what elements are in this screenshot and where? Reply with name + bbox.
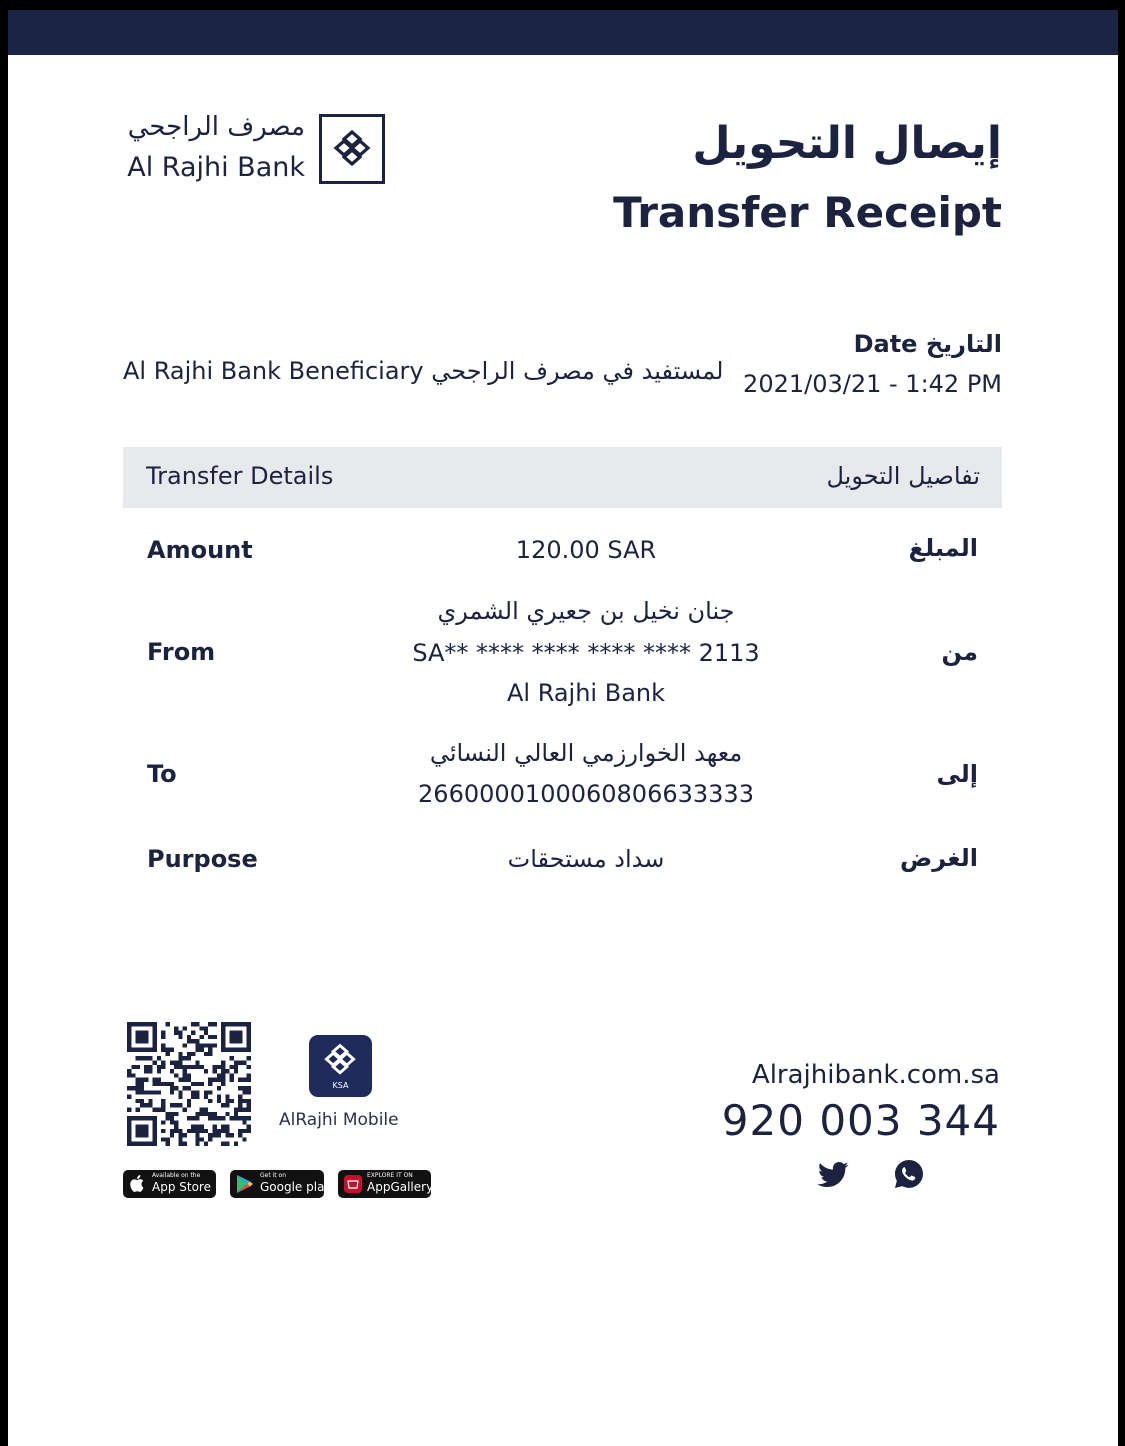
bank-logo <box>123 112 385 184</box>
to-account: 2660000100060806633333 <box>418 780 754 808</box>
google-play-icon <box>237 1175 253 1193</box>
beneficiary-type: Al Rajhi Bank Beneficiary لمستفيد في مصرف الراجحي <box>123 357 724 385</box>
google-play-label: Google play <box>260 1180 332 1194</box>
whatsapp-icon[interactable] <box>893 1158 927 1192</box>
receipt-title-ar: إيصال التحويل <box>692 118 1002 169</box>
purpose-value: سداد مستحقات <box>507 845 665 873</box>
apple-icon <box>130 1175 144 1192</box>
purpose-label-ar: الغرض <box>900 844 978 872</box>
date-label: Date التاريخ <box>853 330 1002 358</box>
google-play-badge[interactable] <box>230 1170 332 1198</box>
bank-logo-icon <box>319 114 385 184</box>
app-store-badge[interactable] <box>123 1170 216 1198</box>
phone-number[interactable]: 920 003 344 <box>721 1096 1000 1145</box>
app-gallery-label: AppGallery <box>367 1180 434 1194</box>
date-value: 2021/03/21 - 1:42 PM <box>743 370 1002 398</box>
transfer-details-header <box>123 447 1002 508</box>
alrajhi-mobile-app-icon[interactable] <box>309 1035 372 1097</box>
qr-code[interactable] <box>126 1022 252 1146</box>
purpose-label-en: Purpose <box>147 845 258 873</box>
to-name: معهد الخوارزمي العالي النسائي <box>429 739 743 767</box>
amount-label-ar: المبلغ <box>908 534 978 562</box>
to-label-ar: إلى <box>936 760 978 788</box>
transfer-details-title-ar: تفاصيل التحويل <box>826 462 980 490</box>
receipt-title-en: Transfer Receipt <box>613 188 1002 237</box>
top-bar <box>8 10 1118 55</box>
transfer-details-title-en: Transfer Details <box>146 462 334 490</box>
to-label-en: To <box>147 760 177 788</box>
from-label-en: From <box>147 638 216 666</box>
website-link[interactable]: Alrajhibank.com.sa <box>751 1060 1000 1090</box>
twitter-icon[interactable] <box>816 1158 850 1192</box>
from-label-ar: من <box>941 638 978 666</box>
amount-value: 120.00 SAR <box>515 536 657 564</box>
app-gallery-badge[interactable] <box>338 1170 434 1198</box>
app-name: AlRajhi Mobile <box>279 1110 399 1130</box>
bank-name-en: Al Rajhi Bank <box>127 152 305 183</box>
bank-name-ar: مصرف الراجحي <box>127 112 305 142</box>
amount-label-en: Amount <box>147 536 253 564</box>
huawei-icon <box>344 1175 362 1193</box>
from-name: جنان نخيل بن جعيري الشمري <box>437 597 735 625</box>
app-store-small-text: Available on the <box>152 1172 201 1179</box>
app-gallery-small-text: EXPLORE IT ON <box>367 1172 413 1179</box>
from-account: SA** **** **** **** **** 2113 <box>412 639 760 667</box>
app-icon-badge: KSA <box>332 1081 349 1090</box>
google-play-small-text: Get it on <box>260 1172 287 1179</box>
from-bank: Al Rajhi Bank <box>506 679 666 707</box>
receipt-page <box>8 10 1118 1446</box>
app-store-label: App Store <box>152 1180 211 1194</box>
